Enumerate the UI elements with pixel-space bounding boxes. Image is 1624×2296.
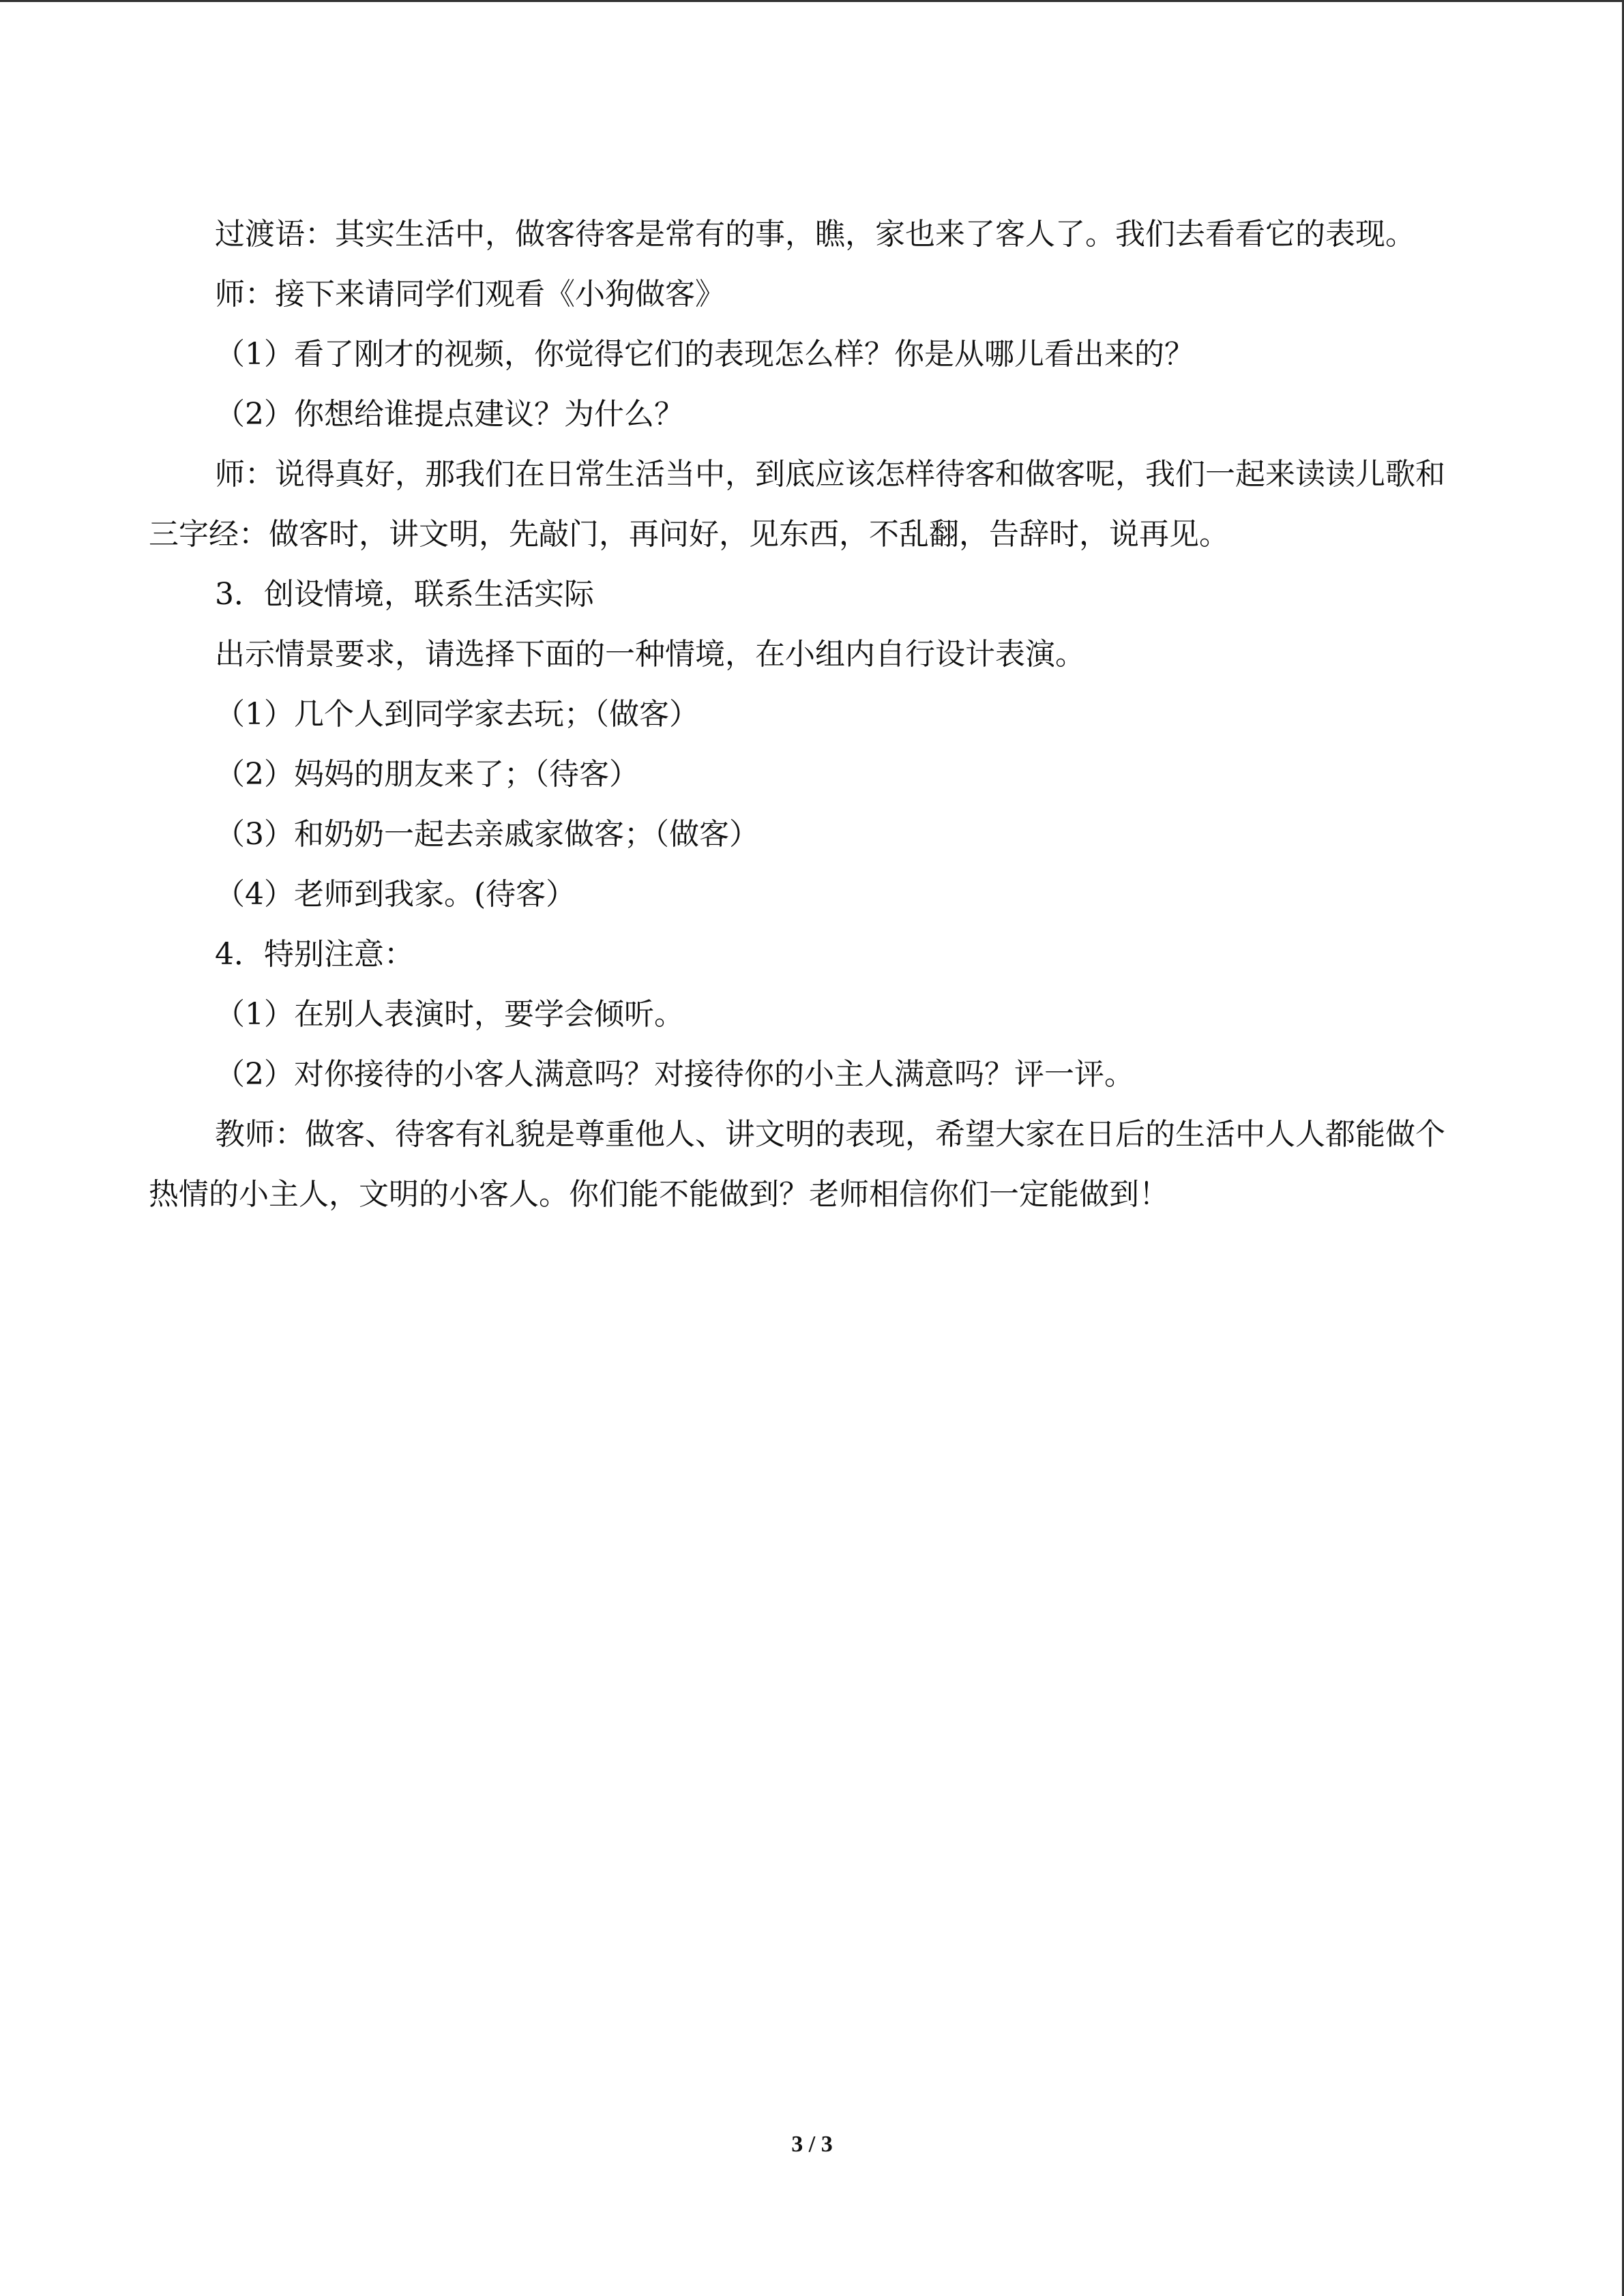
scenario-item-1: （1）几个人到同学家去玩；（做客） — [215, 697, 699, 732]
note-item-2: （2）对你接待的小客人满意吗？对接待你的小主人满意吗？评一评。 — [215, 1057, 1134, 1092]
paragraph-teacher-video: 师：接下来请同学们观看《小狗做客》 — [215, 277, 725, 312]
paragraph-teacher-rhyme: 师：说得真好，那我们在日常生活当中，到底应该怎样待客和做客呢，我们一起来读读儿歌和三字经：做客时，讲文明，先敲门，再问好，见东西，不乱翻，告辞时，说再见。 — [149, 457, 1445, 552]
page-number: 3 / 3 — [791, 2132, 833, 2157]
note-item-1: （1）在别人表演时，要学会倾听。 — [215, 997, 684, 1032]
paragraph-transition: 过渡语：其实生活中，做客待客是常有的事，瞧，家也来了客人了。我们去看看它的表现。 — [215, 217, 1415, 252]
document-body — [149, 205, 1458, 1225]
scenario-item-4: （4）老师到我家。(待客） — [215, 877, 576, 912]
scenario-item-2: （2）妈妈的朋友来了；（待客） — [215, 757, 639, 792]
paragraph-scenario-intro: 出示情景要求，请选择下面的一种情境，在小组内自行设计表演。 — [215, 637, 1085, 672]
scenario-item-3: （3）和奶奶一起去亲戚家做客；（做客） — [215, 817, 759, 852]
section-heading-4: 4．特别注意： — [215, 937, 414, 972]
question-item-2: （2）你想给谁提点建议？为什么？ — [215, 397, 684, 432]
paragraph-teacher-conclusion: 教师：做客、待客有礼貌是尊重他人、讲文明的表现，希望大家在日后的生活中人人都能做个热情的小主人，文明的小客人。你们能不能做到？老师相信你们一定能做到！ — [149, 1117, 1445, 1212]
question-item-1: （1）看了刚才的视频，你觉得它们的表现怎么样？你是从哪儿看出来的？ — [215, 337, 1194, 372]
section-heading-3: 3．创设情境，联系生活实际 — [215, 577, 594, 612]
top-border — [0, 0, 1624, 2]
